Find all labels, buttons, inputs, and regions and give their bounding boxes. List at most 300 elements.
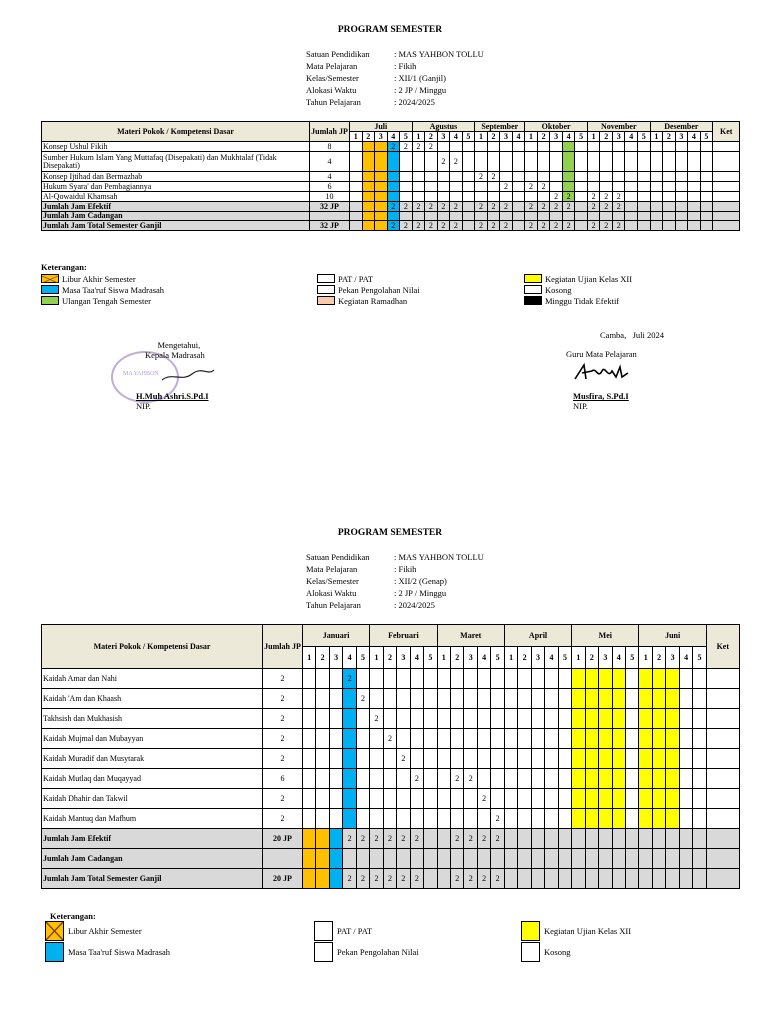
week-cell: 2 xyxy=(600,202,613,212)
week-cell xyxy=(512,172,525,182)
week-header: 3 xyxy=(612,132,625,142)
week-cell xyxy=(612,789,625,809)
week-cell: 2 xyxy=(464,829,477,849)
week-cell xyxy=(666,869,679,889)
week-cell xyxy=(666,669,679,689)
week-cell xyxy=(626,809,639,829)
legend-item xyxy=(521,920,631,941)
week-cell: 2 xyxy=(477,829,490,849)
week-cell xyxy=(637,192,650,202)
week-cell xyxy=(412,182,425,192)
week-cell: 2 xyxy=(562,221,575,231)
summary-jp xyxy=(263,849,303,869)
week-cell: 2 xyxy=(500,202,513,212)
week-cell xyxy=(675,142,688,152)
week-cell xyxy=(545,789,558,809)
week-cell xyxy=(545,709,558,729)
week-cell xyxy=(525,212,538,221)
week-cell xyxy=(356,729,369,749)
teacher-name: Musfira, S.Pd.I xyxy=(573,391,629,401)
week-cell xyxy=(572,809,585,829)
week-cell xyxy=(437,849,450,869)
week-cell xyxy=(424,809,437,829)
week-cell xyxy=(639,749,652,769)
week-cell xyxy=(626,829,639,849)
week-cell xyxy=(575,192,588,202)
week-cell xyxy=(575,212,588,221)
month-header: November xyxy=(587,122,650,132)
week-cell xyxy=(625,182,638,192)
week-cell: 2 xyxy=(477,789,490,809)
week-cell: 2 xyxy=(400,142,413,152)
week-cell xyxy=(693,709,706,729)
week-cell xyxy=(700,172,713,182)
legend-item xyxy=(317,273,420,284)
info-value: : MAS YAHBON TOLLU xyxy=(394,552,484,562)
table-row xyxy=(42,192,740,202)
info-label: Tahun Pelajaran xyxy=(306,97,361,107)
legend-item xyxy=(521,941,631,962)
week-cell xyxy=(599,809,612,829)
jp-cell: 2 xyxy=(263,789,303,809)
week-cell xyxy=(518,789,531,809)
week-cell xyxy=(437,769,450,789)
col-header-materi: Materi Pokok / Kompetensi Dasar xyxy=(42,122,310,142)
week-header: 4 xyxy=(562,132,575,142)
topic-cell: Sumber Hukum Islam Yang Muttafaq (Disepakati) dan Mukhtalaf (Tidak Disepakati) xyxy=(42,152,310,172)
legend-swatch xyxy=(314,942,333,962)
col-header-materi: Materi Pokok / Kompetensi Dasar xyxy=(42,625,263,669)
week-cell xyxy=(303,749,316,769)
week-cell xyxy=(600,182,613,192)
week-cell xyxy=(477,689,490,709)
week-cell xyxy=(397,709,410,729)
week-cell xyxy=(585,849,598,869)
week-cell xyxy=(424,749,437,769)
week-cell xyxy=(491,849,505,869)
week-header: 1 xyxy=(587,132,600,142)
week-cell xyxy=(558,769,571,789)
summary-label: Jumlah Jam Cadangan xyxy=(42,849,263,869)
week-cell xyxy=(675,182,688,192)
info-value: : 2024/2025 xyxy=(394,97,435,107)
ket-cell xyxy=(706,769,739,789)
week-cell xyxy=(487,192,500,202)
week-cell xyxy=(663,202,676,212)
legend-swatch xyxy=(524,285,542,294)
week-cell xyxy=(410,709,423,729)
week-cell xyxy=(688,172,701,182)
week-cell xyxy=(545,729,558,749)
week-cell xyxy=(410,749,423,769)
week-cell xyxy=(625,142,638,152)
week-cell xyxy=(491,729,505,749)
doc2-legend-col2 xyxy=(314,920,419,962)
week-cell xyxy=(487,142,500,152)
info-value: : Fikih xyxy=(394,564,417,574)
week-cell xyxy=(612,182,625,192)
week-cell xyxy=(537,212,550,221)
week-cell xyxy=(375,152,388,172)
week-cell xyxy=(303,789,316,809)
week-header: 5 xyxy=(491,647,505,669)
legend-label: Libur Akhir Semester xyxy=(68,925,142,936)
table-row xyxy=(42,689,740,709)
week-cell xyxy=(612,142,625,152)
week-cell xyxy=(356,749,369,769)
week-cell xyxy=(585,749,598,769)
week-cell xyxy=(625,212,638,221)
week-cell xyxy=(612,172,625,182)
legend-label: PAT / PAT xyxy=(338,273,374,284)
week-cell xyxy=(343,709,356,729)
week-header: 5 xyxy=(626,647,639,669)
jp-cell: 2 xyxy=(263,729,303,749)
week-cell xyxy=(329,729,342,749)
week-header: 5 xyxy=(400,132,413,142)
week-cell xyxy=(626,869,639,889)
week-cell xyxy=(451,709,464,729)
week-cell xyxy=(700,192,713,202)
week-header: 2 xyxy=(663,132,676,142)
week-cell xyxy=(512,182,525,192)
summary-row xyxy=(42,849,740,869)
week-cell: 2 xyxy=(450,202,463,212)
ket-cell xyxy=(706,869,739,889)
legend-swatch xyxy=(41,296,59,305)
summary-row xyxy=(42,202,740,212)
principal-nip: NIP. xyxy=(136,401,151,411)
week-cell xyxy=(587,172,600,182)
week-cell xyxy=(625,152,638,172)
week-cell: 2 xyxy=(612,202,625,212)
week-cell xyxy=(626,689,639,709)
table-row xyxy=(42,182,740,192)
week-cell xyxy=(562,152,575,172)
summary-jp: 20 JP xyxy=(263,829,303,849)
jp-cell: 10 xyxy=(310,192,350,202)
week-cell xyxy=(400,192,413,202)
week-cell xyxy=(639,809,652,829)
week-header: 3 xyxy=(397,647,410,669)
week-cell xyxy=(587,212,600,221)
week-cell xyxy=(329,709,342,729)
week-cell xyxy=(437,829,450,849)
jp-cell: 4 xyxy=(310,172,350,182)
week-cell xyxy=(572,689,585,709)
doc1-sign-place-date xyxy=(600,330,664,340)
week-cell xyxy=(303,809,316,829)
week-cell: 2 xyxy=(562,202,575,212)
week-cell xyxy=(679,849,692,869)
doc1-sign-right-name-block xyxy=(573,391,629,411)
week-cell xyxy=(693,749,706,769)
week-cell xyxy=(612,152,625,172)
week-cell xyxy=(675,212,688,221)
week-cell xyxy=(425,172,438,182)
week-cell xyxy=(316,729,329,749)
week-cell xyxy=(316,709,329,729)
week-cell xyxy=(562,142,575,152)
week-cell xyxy=(437,809,450,829)
week-cell: 2 xyxy=(383,869,396,889)
week-cell xyxy=(450,192,463,202)
week-cell xyxy=(425,152,438,172)
week-cell xyxy=(477,749,490,769)
week-cell xyxy=(397,809,410,829)
week-cell xyxy=(652,809,665,829)
jp-cell: 4 xyxy=(310,152,350,172)
week-cell xyxy=(504,849,517,869)
week-cell xyxy=(464,849,477,869)
week-cell: 2 xyxy=(387,221,400,231)
week-cell xyxy=(585,769,598,789)
week-cell xyxy=(424,869,437,889)
week-cell xyxy=(375,192,388,202)
week-cell xyxy=(343,849,356,869)
week-cell xyxy=(575,172,588,182)
info-value: : XII/2 (Genap) xyxy=(394,576,447,586)
ket-cell xyxy=(713,202,740,212)
week-cell xyxy=(303,709,316,729)
week-cell xyxy=(316,789,329,809)
legend-item xyxy=(524,284,632,295)
week-cell xyxy=(343,689,356,709)
week-cell: 2 xyxy=(550,221,563,231)
week-cell xyxy=(585,689,598,709)
week-cell xyxy=(652,849,665,869)
week-cell: 2 xyxy=(370,709,383,729)
week-cell xyxy=(531,729,544,749)
week-cell xyxy=(370,729,383,749)
legend-item xyxy=(41,295,164,306)
week-cell xyxy=(356,789,369,809)
week-cell xyxy=(558,809,571,829)
week-header: 5 xyxy=(558,647,571,669)
week-header: 3 xyxy=(666,647,679,669)
week-cell xyxy=(693,729,706,749)
week-cell xyxy=(675,172,688,182)
week-cell xyxy=(397,689,410,709)
week-cell xyxy=(650,202,663,212)
week-cell xyxy=(410,669,423,689)
week-cell xyxy=(362,142,375,152)
week-header: 3 xyxy=(375,132,388,142)
week-cell xyxy=(477,809,490,829)
week-cell xyxy=(329,749,342,769)
week-cell: 2 xyxy=(612,192,625,202)
week-cell xyxy=(688,202,701,212)
week-cell xyxy=(303,829,316,849)
week-cell xyxy=(575,152,588,172)
topic-cell: Kaidah Mutlaq dan Muqayyad xyxy=(42,769,263,789)
doc1-sign-left-name-block xyxy=(136,391,209,411)
ket-cell xyxy=(706,669,739,689)
week-cell xyxy=(437,172,450,182)
topic-cell: Kaidah Mantuq dan Mafhum xyxy=(42,809,263,829)
week-cell: 2 xyxy=(562,192,575,202)
week-cell xyxy=(437,182,450,192)
week-cell: 2 xyxy=(397,749,410,769)
week-cell xyxy=(639,669,652,689)
week-cell xyxy=(477,729,490,749)
week-cell xyxy=(303,769,316,789)
week-cell xyxy=(512,221,525,231)
doc2-info xyxy=(306,551,484,611)
sign-right-line1: Guru Mata Pelajaran xyxy=(566,349,637,359)
week-cell xyxy=(397,669,410,689)
summary-label: Jumlah Jam Efektif xyxy=(42,202,310,212)
week-cell xyxy=(356,769,369,789)
week-cell xyxy=(639,849,652,869)
week-header: 1 xyxy=(504,647,517,669)
week-header: 3 xyxy=(464,647,477,669)
week-cell xyxy=(387,182,400,192)
month-header: Januari xyxy=(303,625,370,647)
week-header: 5 xyxy=(462,132,475,142)
week-cell xyxy=(437,142,450,152)
ket-cell xyxy=(713,182,740,192)
week-cell xyxy=(350,182,363,192)
week-cell xyxy=(572,829,585,849)
week-cell xyxy=(675,221,688,231)
week-cell xyxy=(558,689,571,709)
summary-jp: 32 JP xyxy=(310,221,350,231)
week-cell: 2 xyxy=(425,221,438,231)
week-cell xyxy=(531,829,544,849)
week-cell xyxy=(370,849,383,869)
week-cell xyxy=(343,789,356,809)
week-header: 3 xyxy=(329,647,342,669)
summary-label: Jumlah Jam Total Semester Ganjil xyxy=(42,869,263,889)
week-cell xyxy=(599,669,612,689)
week-cell xyxy=(663,192,676,202)
week-cell xyxy=(504,729,517,749)
week-cell xyxy=(350,212,363,221)
week-cell xyxy=(383,849,396,869)
week-cell xyxy=(504,769,517,789)
week-cell xyxy=(688,192,701,202)
week-cell xyxy=(639,829,652,849)
week-cell: 2 xyxy=(550,202,563,212)
jp-cell: 6 xyxy=(263,769,303,789)
info-label: Alokasi Waktu xyxy=(306,85,357,95)
week-header: 4 xyxy=(688,132,701,142)
week-cell xyxy=(424,709,437,729)
week-cell xyxy=(666,709,679,729)
week-cell xyxy=(663,212,676,221)
summary-label: Jumlah Jam Total Semester Ganjil xyxy=(42,221,310,231)
week-cell xyxy=(700,202,713,212)
week-cell xyxy=(362,172,375,182)
week-cell xyxy=(666,809,679,829)
week-cell xyxy=(537,152,550,172)
week-cell xyxy=(375,182,388,192)
week-header: 5 xyxy=(637,132,650,142)
week-cell: 2 xyxy=(600,221,613,231)
week-cell xyxy=(626,769,639,789)
week-cell: 2 xyxy=(500,182,513,192)
week-cell: 2 xyxy=(475,221,488,231)
week-cell xyxy=(504,709,517,729)
week-cell xyxy=(518,709,531,729)
week-cell xyxy=(599,829,612,849)
week-cell xyxy=(626,709,639,729)
legend-item xyxy=(317,284,420,295)
week-cell xyxy=(558,749,571,769)
week-cell xyxy=(652,769,665,789)
week-cell xyxy=(437,789,450,809)
table-row xyxy=(42,172,740,182)
week-cell xyxy=(487,182,500,192)
week-cell xyxy=(462,202,475,212)
week-cell xyxy=(531,689,544,709)
ket-cell xyxy=(713,192,740,202)
week-cell xyxy=(599,849,612,869)
week-header: 2 xyxy=(518,647,531,669)
week-cell: 2 xyxy=(500,221,513,231)
week-header: 3 xyxy=(550,132,563,142)
week-cell xyxy=(316,749,329,769)
week-cell: 2 xyxy=(356,829,369,849)
week-cell xyxy=(626,749,639,769)
week-cell xyxy=(500,142,513,152)
week-cell xyxy=(387,152,400,172)
table-row xyxy=(42,709,740,729)
week-header: 2 xyxy=(425,132,438,142)
week-cell xyxy=(558,849,571,869)
doc1-title: PROGRAM SEMESTER xyxy=(337,25,443,35)
week-header: 2 xyxy=(316,647,329,669)
week-header: 1 xyxy=(639,647,652,669)
week-cell xyxy=(558,869,571,889)
week-header: 1 xyxy=(572,647,585,669)
week-cell xyxy=(329,789,342,809)
week-cell: 2 xyxy=(410,869,423,889)
week-cell xyxy=(350,172,363,182)
week-header: 1 xyxy=(650,132,663,142)
week-cell xyxy=(362,212,375,221)
week-header: 5 xyxy=(700,132,713,142)
week-cell xyxy=(612,669,625,689)
principal-signature-icon xyxy=(160,366,216,386)
week-cell xyxy=(612,809,625,829)
week-cell xyxy=(585,729,598,749)
week-cell xyxy=(518,849,531,869)
week-cell xyxy=(545,869,558,889)
week-cell xyxy=(477,669,490,689)
topic-cell: Hukum Syara' dan Pembagiannya xyxy=(42,182,310,192)
week-cell xyxy=(531,809,544,829)
week-cell xyxy=(504,809,517,829)
week-cell xyxy=(350,192,363,202)
legend-label: Libur Akhir Semester xyxy=(62,273,136,284)
week-cell xyxy=(504,669,517,689)
jp-cell: 2 xyxy=(263,689,303,709)
week-cell xyxy=(343,749,356,769)
jp-cell: 2 xyxy=(263,709,303,729)
topic-cell: Kaidah Amar dan Nahi xyxy=(42,669,263,689)
week-cell: 2 xyxy=(437,202,450,212)
week-cell xyxy=(383,709,396,729)
week-cell xyxy=(383,809,396,829)
week-cell xyxy=(397,729,410,749)
week-cell xyxy=(600,172,613,182)
table-row xyxy=(42,142,740,152)
ket-cell xyxy=(706,749,739,769)
week-cell xyxy=(437,869,450,889)
week-cell xyxy=(525,142,538,152)
